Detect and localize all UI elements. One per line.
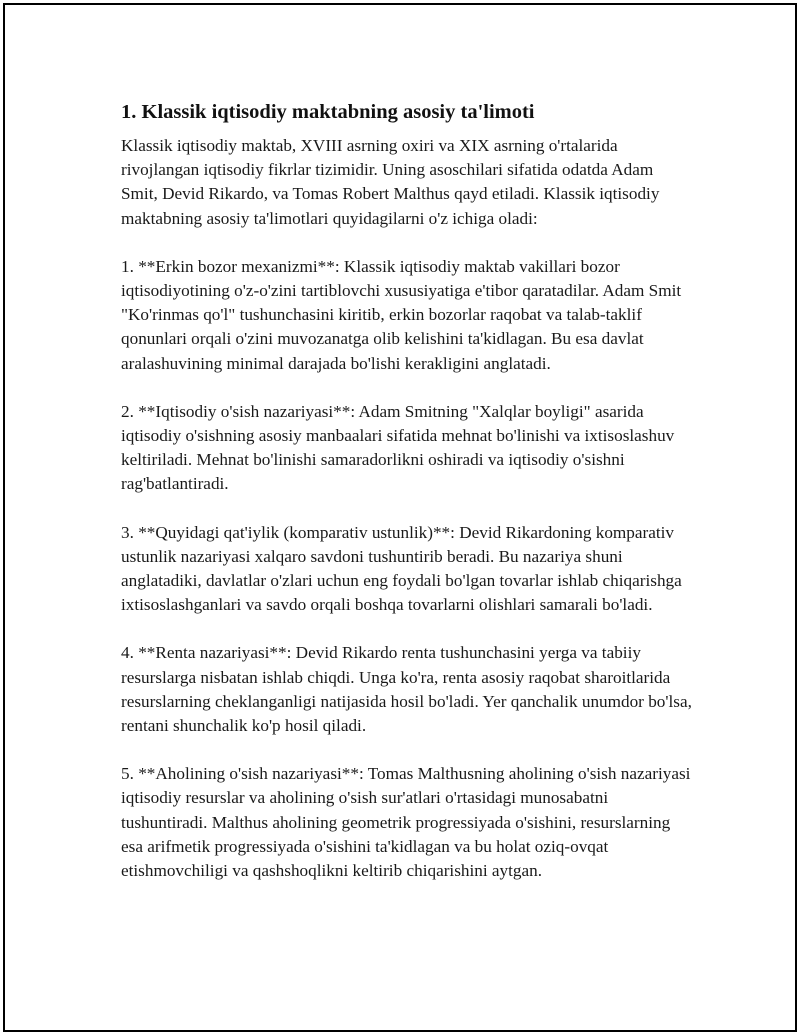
page-border <box>3 3 797 1032</box>
paragraph-population-theory: 5. **Aholining o'sish nazariyasi**: Tomas Malthusning aholining o'sish nazariyasi iqtisodiy resurslar va aholining o'sish sur'atlari o'rtasidagi munosabatni tushuntiradi. Malthus aholining geometrik progressiyada o'sishini, resurslarning esa arifmetik progressiyada o'sishini ta'kidlagan va bu holat oziq-ovqat etishmovchiligi va qashshoqlikni keltirib chiqarishini aytgan. <box>121 764 691 881</box>
intro-paragraph: Klassik iqtisodiy maktab, XVIII asrning oxiri va XIX asrning o'rtalarida rivojlangan iqtisodiy fikrlar tizimidir. Uning asoschilari sifatida odatda Adam Smit, Devid Rikardo, va Tomas Robert Malthus qayd etiladi. Klassik iqtisodiy maktabning asosiy ta'limotlari quyidagilarni o'z ichiga oladi: <box>121 136 660 228</box>
paragraph-free-market: 1. **Erkin bozor mexanizmi**: Klassik iqtisodiy maktab vakillari bozor iqtisodiyotining o'z-o'zini tartiblovchi xususiyatiga e'tibor qaratadilar. Adam Smit "Ko'rinmas qo'l" tushunchasini kiritib, erkin bozorlar raqobat va talab-taklif qonunlari orqali o'zini muvozanatga olib kelishini ta'kidlagan. Bu esa davlat aralashuvining minimal darajada bo'lishi kerakligini anglatadi. <box>121 256 682 373</box>
document-body <box>121 98 693 907</box>
paragraph-rent-theory: 4. **Renta nazariyasi**: Devid Rikardo renta tushunchasini yerga va tabiiy resurslarga nisbatan ishlab chiqdi. Unga ko'ra, renta asosiy raqobat sharoitlarida resurslarning cheklanganligi natijasida hosil bo'ladi. Yer qanchalik unumdor bo'lsa, rentani shunchalik ko'p hosil qiladi. <box>121 643 692 736</box>
paragraph-comparative-advantage: 3. **Quyidagi qat'iylik (komparativ ustunlik)**: Devid Rikardoning komparativ ustunlik nazariyasi xalqaro savdoni tushuntirib beradi. Bu nazariya shuni anglatadiki, davlatlar o'zlari uchun eng foydali bo'lgan tovarlar ishlab chiqarishga ixtisoslashganlari va savdo orqali boshqa tovarlarni olishlari samarali bo'ladi. <box>121 522 682 615</box>
document-title: 1. Klassik iqtisodiy maktabning asosiy ta'limoti <box>121 101 535 123</box>
paragraph-economic-growth: 2. **Iqtisodiy o'sish nazariyasi**: Adam Smitning "Xalqlar boyligi" asarida iqtisodiy o'sishning asosiy manbaalari sifatida mehnat bo'linishi va ixtisoslashuv keltiriladi. Mehnat bo'linishi samaradorlikni oshiradi va iqtisodiy o'sishni rag'batlantiradi. <box>121 401 675 494</box>
